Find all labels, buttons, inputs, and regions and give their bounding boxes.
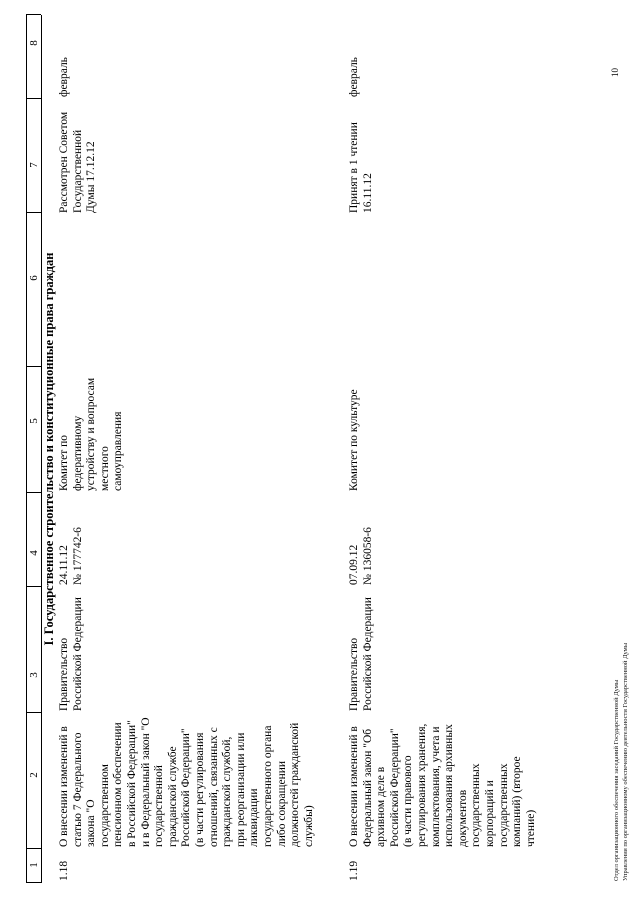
table-top-border [26,15,27,883]
header-divider [26,492,41,493]
col-header-1: 1 [28,862,40,868]
responsible-committee: Комитет по культуре [348,389,360,491]
header-divider [26,712,41,713]
planned-month: февраль [58,57,70,97]
bill-initiator: Правительство Российской Федерации [348,597,374,711]
col-header-3: 3 [28,672,40,678]
header-divider [26,882,41,883]
bill-status: Рассмотрен Советом Государственной Думы 17.12.12 [58,111,98,213]
col-header-4: 4 [28,550,40,556]
section-title: I. Государственное строительство и конституционные права граждан [42,252,56,646]
header-divider [26,848,41,849]
bill-date: 07.09.12 [348,544,360,585]
footer-line-1: Отдел организационного обеспечения заседаний Государственной Думы [613,679,620,881]
bill-status: Принят в 1 чтении 16.11.12 [348,122,374,213]
bill-date: 24.11.12 [58,545,70,585]
planned-month: февраль [348,57,360,97]
header-divider [26,98,41,99]
header-divider [26,212,41,213]
col-header-2: 2 [28,772,40,778]
col-header-5: 5 [28,418,40,424]
header-divider [26,586,41,587]
bill-reg-number: № 177742-6 [72,527,84,585]
col-header-7: 7 [28,162,40,168]
bill-title: О внесении изменений в статью 7 Федерального закона "О государственном пенсионном обеспечении в Российской Федерации" и в Федеральный закон "О государственной гражданской службе Российской Федерации" (в части регулирования отношений, связанных с гражданской службой, при реорганизации или ликвидации государственного органа либо сокращении должностей гражданской службы) [58,717,315,847]
col-header-8: 8 [28,40,40,46]
row-number: 1.19 [348,860,360,881]
header-bottom-border [41,15,42,883]
bill-title: О внесении изменений в Федеральный закон "Об архивном деле в Российской Федерации" (в части правового регулирования хранения, комплектования, учета и использования архивных документов государственных корпораций и государственных компаний) (второе чтение) [348,723,537,847]
bill-initiator: Правительство Российской Федерации [58,597,84,711]
bill-reg-number: № 136058-6 [362,527,374,585]
header-divider [26,366,41,367]
footer-line-2: Управления по организационному обеспечению деятельности Государственной Думы [622,642,629,881]
header-divider [26,14,41,15]
row-number: 1.18 [58,860,70,881]
responsible-committee: Комитет по федеративному устройству и вопросам местного самоуправления [58,377,125,491]
page-number: 10 [610,68,620,77]
col-header-6: 6 [28,275,40,281]
